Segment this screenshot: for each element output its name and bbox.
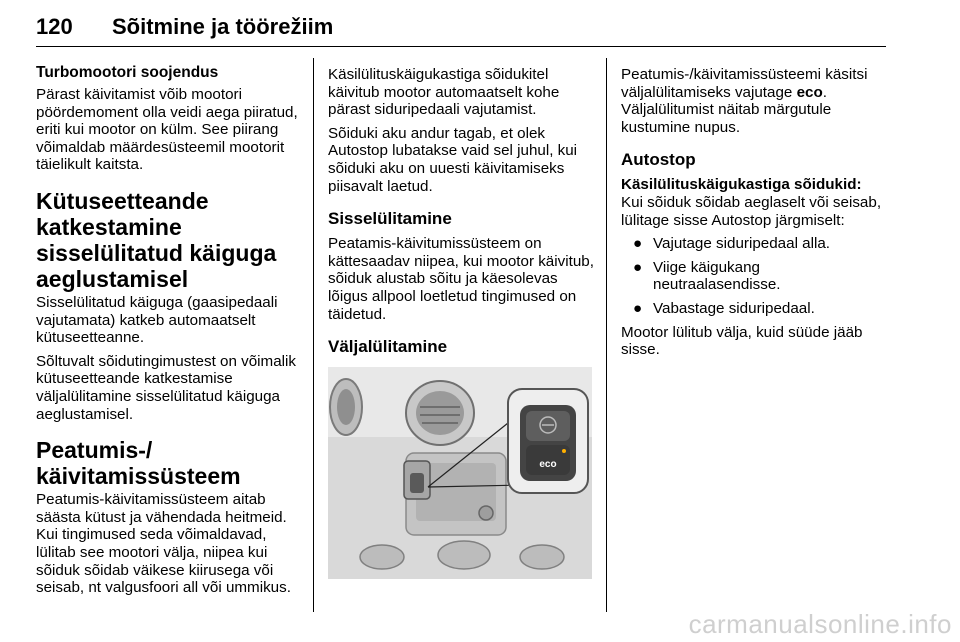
list-item-text: Viige käigukang neutraalasendisse. xyxy=(653,258,781,294)
chapter-title: Sõitmine ja töörežiim xyxy=(112,14,334,39)
eco-button-label: eco xyxy=(539,459,557,471)
paragraph-battery: Sõiduki aku andur tagab, et olek Autostop lubatakse vaid sel juhul, kui sõiduki aku on uuesti käivitamiseks piisavalt laetud. xyxy=(328,124,578,195)
paragraph-switch-off xyxy=(621,66,891,136)
list-item-text: Vabastage siduripedaal. xyxy=(653,299,815,317)
watermark: carmanualsonline.info xyxy=(688,609,952,639)
list-item-text: Vajutage siduripedaal alla. xyxy=(653,235,831,253)
paragraph-fuel-2: Sõltuvalt sõidutingimustest on võimalik kütuseetteande katkestamise väljalülitamine sisselülitatud käiguga aeglustamisel. xyxy=(36,352,296,423)
bullet: ● xyxy=(633,258,643,276)
heading-autostop: Autostop xyxy=(621,150,696,170)
text-run: Peatumis-/käivitamissüsteemi käsitsi väljalülitamiseks vajutage xyxy=(621,66,868,101)
list-item xyxy=(621,235,891,253)
page-header xyxy=(36,14,886,44)
header-rule xyxy=(36,46,886,47)
lead-manual: Käsilülituskäigukastiga sõidukid: xyxy=(621,176,862,194)
dashboard-illustration xyxy=(328,367,592,579)
text-run: . Väljalülitumist näitab märgutule kustumine nupus. xyxy=(621,83,832,136)
heading-fuel-cutoff: Kütuseetteande katkestamine sisselülitatud käiguga aeglustamisel xyxy=(36,187,277,292)
paragraph-turbo: Pärast käivitamist võib mootori pöördemoment olla veidi aega piiratud, eriti kui mootor on külm. See piirang võimaldab määrdesüsteemil mootorit täielikult kaitsta. xyxy=(36,86,298,174)
page-number: 120 xyxy=(36,14,73,39)
column-right xyxy=(621,56,891,365)
paragraph-switch-on: Peatamis-käivitumissüsteem on kättesaadav niipea, kui mootor käivitub, sõiduk alustab sõitu ja käesolevas lõigus allpool loetletud tingimused on täidetud. xyxy=(328,235,594,323)
list-item xyxy=(621,259,891,294)
bullet: ● xyxy=(633,235,643,253)
dashboard-eco-figure xyxy=(328,367,592,579)
paragraph-engine-off: Mootor lülitub välja, kuid süüde jääb sisse. xyxy=(621,323,863,359)
text-run: Kui sõiduk sõidab aeglaselt või seisab, lülitage sisse Autostop järgmiselt: xyxy=(621,193,882,229)
column-left xyxy=(36,56,304,603)
column-middle xyxy=(328,56,594,579)
paragraph-autostop xyxy=(621,176,891,229)
paragraph-manual: Käsilülituskäigukastiga sõidukitel käivitub mootor automaatselt kohe pärast siduripedaali vajutamist. xyxy=(328,66,560,119)
column-divider xyxy=(606,58,607,612)
heading-turbo: Turbomootori soojendus xyxy=(36,64,219,81)
autostop-steps xyxy=(621,235,891,317)
heading-switch-off: Väljalülitamine xyxy=(328,337,448,357)
eco-keyword: eco xyxy=(796,83,823,101)
bullet: ● xyxy=(633,299,643,317)
column-divider xyxy=(313,58,314,612)
list-item xyxy=(621,300,891,318)
heading-switch-on: Sisselülitamine xyxy=(328,209,452,229)
heading-stop-start: Peatumis-/ käivitamissüsteem xyxy=(36,437,241,490)
paragraph-fuel-1: Sisselülitatud käiguga (gaasipedaali vajutamata) katkeb automaatselt kütuseetteanne. xyxy=(36,293,278,347)
paragraph-stop-start: Peatumis-käivitamissüsteem aitab säästa kütust ja vähendada heitmeid. Kui tingimused seda võimaldavad, lülitab see mootori välja, niipea kui sõiduk sõidab väikese kiirusega või seisab, nt valgusfoori all või ummikus. xyxy=(36,491,291,597)
